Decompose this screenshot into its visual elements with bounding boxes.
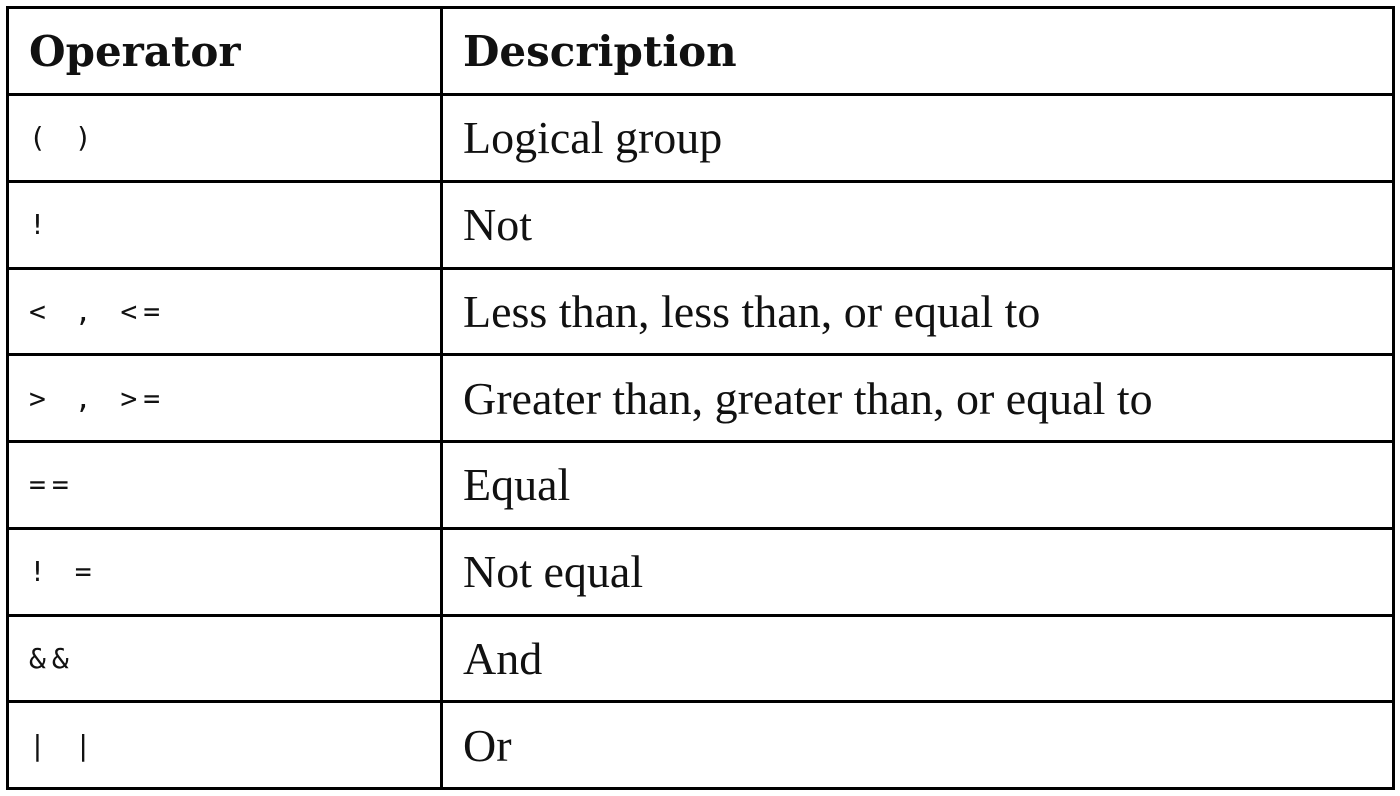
operator-cell: > , >=: [8, 355, 442, 442]
table-row: [8, 95, 1394, 182]
description-cell: Not: [442, 181, 1394, 268]
table-header-row: [8, 8, 1394, 95]
table-row: [8, 615, 1394, 702]
operators-table: [6, 6, 1395, 790]
description-cell: Not equal: [442, 528, 1394, 615]
description-cell: Logical group: [442, 95, 1394, 182]
description-cell: Or: [442, 702, 1394, 789]
description-cell: Greater than, greater than, or equal to: [442, 355, 1394, 442]
description-cell: Equal: [442, 442, 1394, 529]
operator-cell: ==: [8, 442, 442, 529]
table-row: [8, 355, 1394, 442]
table-row: [8, 442, 1394, 529]
operator-cell: | |: [8, 702, 442, 789]
operator-cell: &&: [8, 615, 442, 702]
table-row: [8, 702, 1394, 789]
description-cell: And: [442, 615, 1394, 702]
header-description: Description: [442, 8, 1394, 95]
table-row: [8, 181, 1394, 268]
operator-cell: < , <=: [8, 268, 442, 355]
table-row: [8, 268, 1394, 355]
operator-cell: ( ): [8, 95, 442, 182]
header-operator: Operator: [8, 8, 442, 95]
table-row: [8, 528, 1394, 615]
operator-cell: ! =: [8, 528, 442, 615]
description-cell: Less than, less than, or equal to: [442, 268, 1394, 355]
operator-cell: !: [8, 181, 442, 268]
